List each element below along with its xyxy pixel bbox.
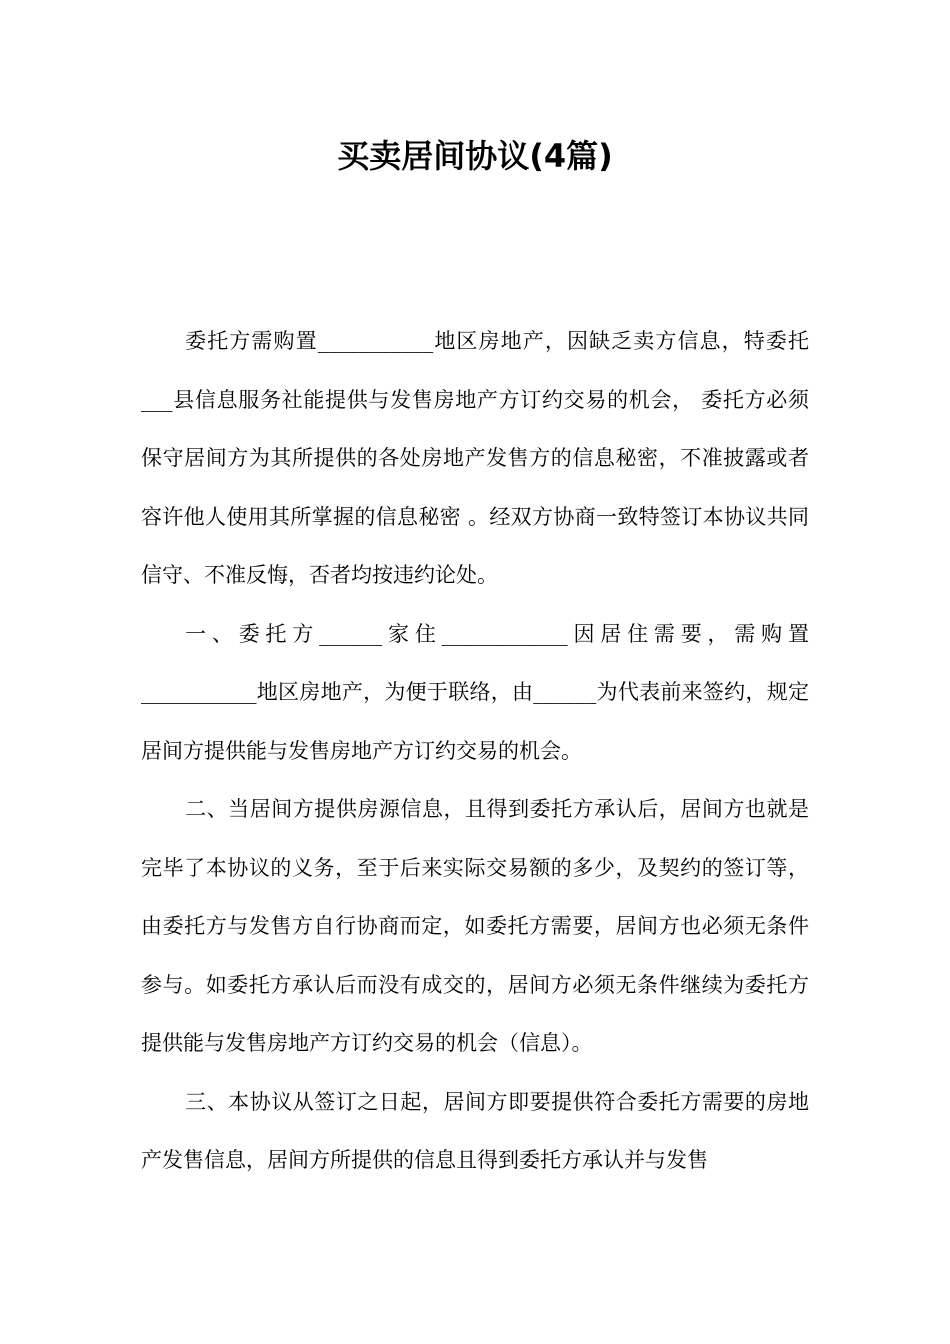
document-title: 买卖居间协议(4篇) xyxy=(337,137,613,175)
paragraph-clause-1: 一、委托方______家住____________因居住需要，需购置___________地区房地产，为便于联络，由______为代表前来签约，规定居间方提供能与发售房地产方订约交易的机会。 xyxy=(141,621,809,763)
paragraph-intro: 委托方需购置___________地区房地产，因缺乏卖方信息，特委托___县信息服务社能提供与发售房地产方订约交易的机会， 委托方必须保守居间方为其所提供的各处房地产发售方的信息秘密，不准披露或者容许他人使用其所掌握的信息秘密 。经双方协商一致特签订本协议共同信守、不准反悔，否者均按违约论处。 xyxy=(141,329,809,587)
paragraph-clause-3: 三、本协议从签订之日起，居间方即要提供符合委托方需要的房地产发售信息，居间方所提供的信息且得到委托方承认并与发售 xyxy=(141,1089,809,1172)
paragraph-clause-2: 二、当居间方提供房源信息，且得到委托方承认后，居间方也就是完毕了本协议的义务，至于后来实际交易额的多少，及契约的签订等，由委托方与发售方自行协商而定，如委托方需要，居间方也必须无条件参与。如委托方承认后而没有成交的，居间方必须无条件继续为委托方提供能与发售房地产方订约交易的机会（信息）。 xyxy=(141,797,809,1055)
document-body xyxy=(141,312,809,1190)
